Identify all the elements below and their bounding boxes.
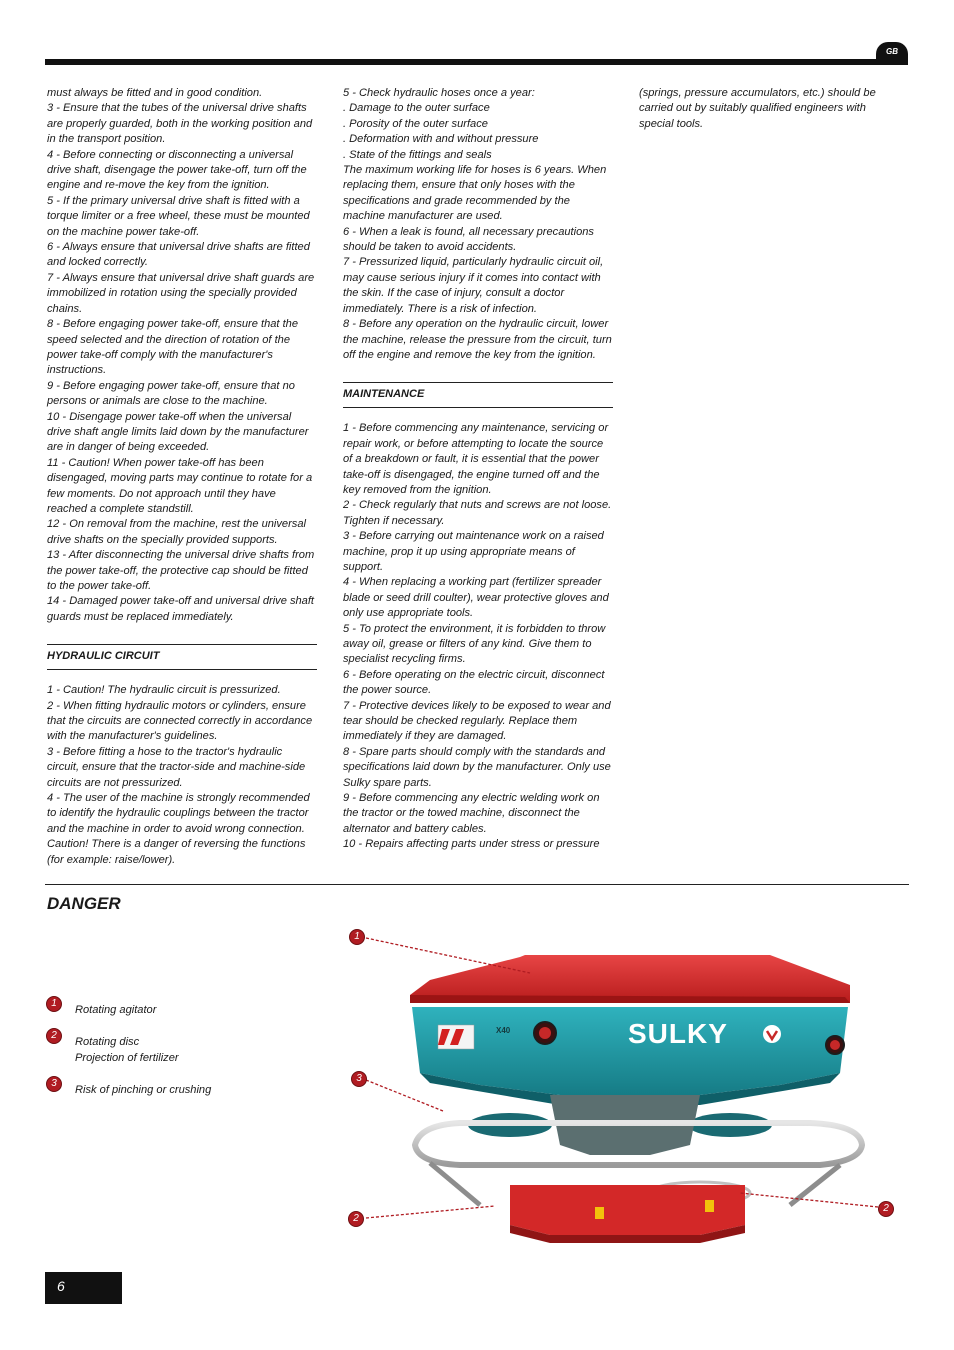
column-1 <box>47 86 317 868</box>
paragraph: 10 - Disengage power take-off when the universal drive shaft angle limits laid down by the manufacturer are in danger of being exceeded. <box>47 410 309 454</box>
paragraph: 6 - Always ensure that universal drive shafts are fitted and locked correctly. <box>47 241 310 269</box>
section-title-maintenance: MAINTENANCE <box>343 382 613 408</box>
paragraph: must always be fitted and in good condition. <box>47 87 263 99</box>
paragraph: 3 - Before fitting a hose to the tractor's hydraulic circuit, ensure that the tractor-side and machine-side circuits are not pressurized. <box>47 745 306 789</box>
number-badge: 3 <box>46 1076 62 1092</box>
paragraph: 8 - Spare parts should comply with the standards and specifications laid down by the manufacturer. Only use Sulky spare parts. <box>343 745 611 789</box>
paragraph: 8 - Before engaging power take-off, ensure that the speed selected and the direction of rotation of the power take-off comply with the manufacturer's instructions. <box>47 318 299 377</box>
paragraph: . Porosity of the outer surface <box>343 117 488 130</box>
paragraph: 10 - Repairs affecting parts under stress or pressure <box>343 838 600 851</box>
paragraph: The maximum working life for hoses is 6 years. When replacing them, ensure that only hoses with the specifications and grade recommended by the machine manufacturer are used. <box>343 164 607 223</box>
legend-text: Rotating agitator <box>75 1004 157 1016</box>
callout-badge-2: 2 <box>878 1201 894 1217</box>
number-badge: 1 <box>46 996 62 1012</box>
section-title-hydraulic-circuit: HYDRAULIC CIRCUIT <box>47 644 317 670</box>
callout-badge-3: 3 <box>351 1071 367 1087</box>
model-label: X40 <box>496 1026 511 1035</box>
number-badge: 2 <box>46 1028 62 1044</box>
paragraph: 2 - Check regularly that nuts and screws are not loose. Tighten if necessary. <box>343 499 612 527</box>
column-2 <box>343 86 613 853</box>
language-tab: GB <box>876 42 908 65</box>
paragraph: 2 - When fitting hydraulic motors or cylinders, ensure that the circuits are connected correctly in accordance with the manufacturer's guidelines. <box>47 699 313 743</box>
brand-logo: SULKY <box>628 1018 728 1049</box>
paragraph: 4 - When replacing a working part (fertilizer spreader blade or seed drill coulter), wear protective gloves and only use appropriate tools. <box>343 576 609 620</box>
paragraph: 3 - Ensure that the tubes of the universal drive shafts are properly guarded, both in the working position and in the transport position. <box>47 102 313 146</box>
danger-title: DANGER <box>47 894 121 913</box>
callout-lines <box>345 925 905 1230</box>
callout-badge-2: 2 <box>348 1211 364 1227</box>
paragraph: 4 - Before connecting or disconnecting a universal drive shaft, disengage the power take-off, turn off the engine and re-move the key from the ignition. <box>47 148 307 192</box>
paragraph: 9 - Before commencing any electric welding work on the tractor or the towed machine, disconnect the alternator and battery cables. <box>343 792 600 835</box>
paragraph: 5 - Check hydraulic hoses once a year: <box>343 87 535 99</box>
paragraph: 5 - To protect the environment, it is forbidden to throw away oil, grease or filters of any kind. Give them to specialist recycling firms. <box>343 622 606 666</box>
paragraph: 12 - On removal from the machine, rest the universal drive shafts on the specially provided supports. <box>47 518 306 546</box>
paragraph: 5 - If the primary universal drive shaft is fitted with a torque limiter or a free wheel, these must be mounted on the machine power take-off. <box>47 194 310 238</box>
paragraph: 3 - Before carrying out maintenance work on a raised machine, prop it up using appropriate means of support. <box>343 530 604 573</box>
legend-text: Rotating disc <box>75 1036 140 1048</box>
section-divider <box>45 884 909 885</box>
paragraph: 1 - Before commencing any maintenance, servicing or repair work, or before attempting to locate the source of a breakdown or fault, it is essential that the power take-off is disengaged, the engine turned off and the key removed from the ignition. <box>343 422 609 496</box>
paragraph: 4 - The user of the machine is strongly recommended to identify the hydraulic couplings between the tractor and the machine in order to avoid wrong connection. Caution! There is a danger of reversing the functions (for example: raise/lower). <box>47 792 310 866</box>
column-3 <box>639 86 884 132</box>
paragraph: 1 - Caution! The hydraulic circuit is pressurized. <box>47 684 281 697</box>
legend-text: Projection of fertilizer <box>75 1052 179 1064</box>
callout-badge-1: 1 <box>349 929 365 945</box>
paragraph: 6 - Before operating on the electric circuit, disconnect the power source. <box>343 668 605 697</box>
paragraph: 7 - Pressurized liquid, particularly hydraulic circuit oil, may cause serious injury if it comes into contact with the skin. If the case of injury, consult a doctor immediately. There is a risk of infection. <box>343 256 604 315</box>
paragraph: . State of the fittings and seals <box>343 148 492 161</box>
paragraph: 13 - After disconnecting the universal drive shafts from the power take-off, the protective cap should be fitted to the power take-off. <box>47 549 315 592</box>
paragraph: 9 - Before engaging power take-off, ensure that no persons or animals are close to the machine. <box>47 379 295 408</box>
legend-text: Risk of pinching or crushing <box>75 1084 212 1096</box>
paragraph: 14 - Damaged power take-off and universal drive shaft guards must be replaced immediately. <box>47 595 315 623</box>
header-bar <box>45 59 908 65</box>
paragraph: . Deformation with and without pressure <box>343 133 539 146</box>
paragraph: . Damage to the outer surface <box>343 102 490 115</box>
paragraph: 8 - Before any operation on the hydraulic circuit, lower the machine, release the pressure from the circuit, turn off the engine and remove the key from the ignition. <box>343 318 612 361</box>
paragraph: (springs, pressure accumulators, etc.) should be carried out by suitably qualified engineers with special tools. <box>639 87 876 130</box>
paragraph: 7 - Always ensure that universal drive shaft guards are immobilized in rotation using the specially provided chains. <box>47 271 315 315</box>
page-number: 6 <box>45 1272 122 1304</box>
paragraph: 6 - When a leak is found, all necessary precautions should be taken to avoid accidents. <box>343 225 594 254</box>
paragraph: 11 - Caution! When power take-off has been disengaged, moving parts may continue to rotate for a few moments. Do not approach until they have reached a complete standstill. <box>47 456 313 515</box>
paragraph: 7 - Protective devices likely to be exposed to wear and tear should be checked regularly. Replace them immediately if they are damaged. <box>343 699 611 743</box>
